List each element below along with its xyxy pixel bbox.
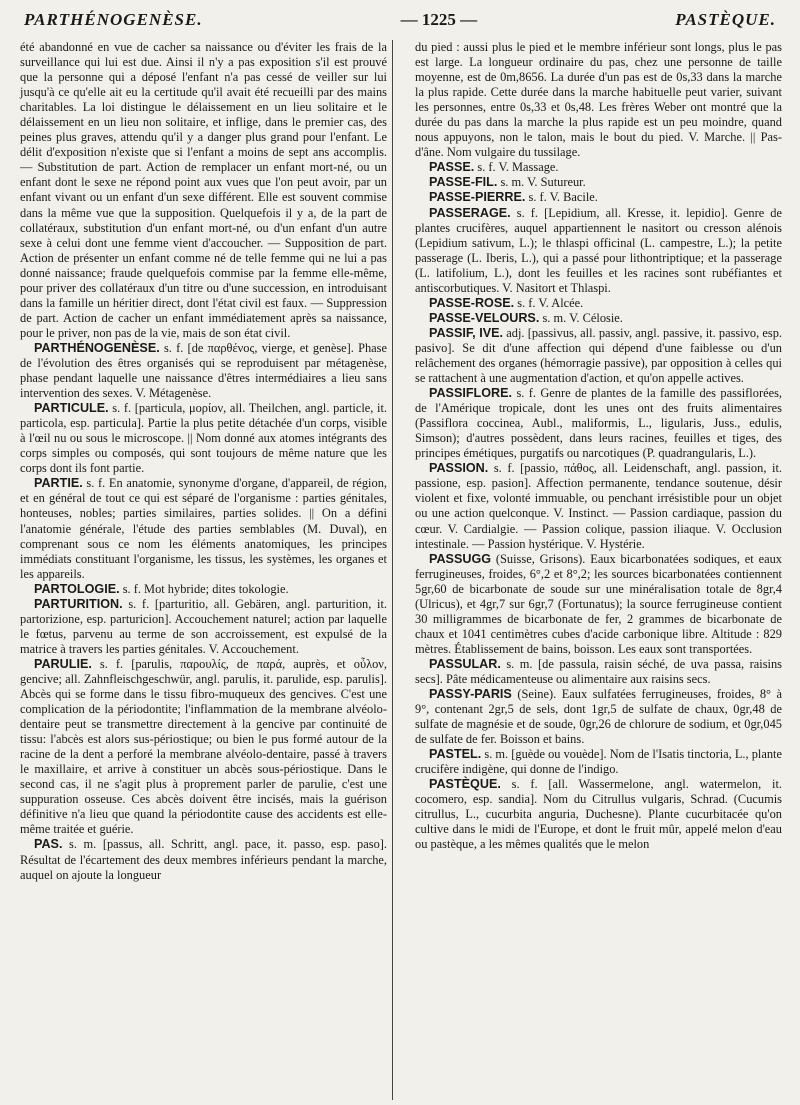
entry-headword: PARTHÉNOGENÈSE. [34,340,160,355]
entry-text: s. f. Mot hybride; dites tokologie. [122,581,289,596]
entry-text: s. m. [de passula, raisin séché, de uva passa, raisins secs]. Pâte médicamenteuse ou alimentaire aux raisins secs. [415,656,782,686]
entry-headword: PASSY-PARIS [429,687,512,702]
dictionary-entry [415,552,782,657]
dictionary-entry [20,341,387,401]
column-divider [392,40,393,1100]
entry-text: s. f. [particula, μορίον, all. Theilchen, angl. particle, it. particola, esp. particula]. Partie la plus petite détachée d'un corps, visible à l'œil nu ou sous le microscope. || Nom donné aux atomes intégrants des corps simples ou composés, qui sont toujours de même nature que les corps dont ils font partie. [20,401,387,476]
header-first-word: PARTHÉNOGENÈSE. [24,10,203,29]
dictionary-entry [415,296,782,311]
two-column-body [20,40,782,883]
entry-headword: PASSERAGE. [429,205,511,220]
entry-text: s. f. V. Massage. [477,160,559,175]
entry-text: s. m. [guède ou vouède]. Nom de l'Isatis tinctoria, L., plante crucifère indigène, qui donne de l'indigo. [415,747,782,777]
dictionary-entry [415,461,782,551]
entry-headword: PASSE-PIERRE. [429,190,526,205]
dictionary-entry [415,326,782,386]
entry-text: (Suisse, Grisons). Eaux bicarbonatées sodiques, et eaux ferrugineuses, froides, 6°,2 et 8°,2; les sources bicarbonatées contiennent 5gr,60 de bicarbonate de soude sur une minéralisation totale de 8gr,4 (Ulricus), et 4gr,7 sur 6gr,7 (Fortunatus); la source ferrugineuse contient 30 milligrammes de bicarbonate de fer, 2 grammes de bicarbonate de chaux et 1041 centimètres cubes d'acide carbonique libre. Altitude : 829 mètres. Établissement de bains, boisson. Les eaux sont transportées. [415,551,782,656]
entry-text: s. f. [de παρθένος, vierge, et genèse]. Phase de l'évolution des êtres organisés qui se reproduisent par métagenèse, phase pendant laquelle une naissance d'êtres intermédiaires a lieu sans intervention des sexes. V. Métagenèse. [20,340,387,401]
entry-headword: PASSIF, IVE. [429,325,504,340]
entry-headword: PARTURITION. [34,596,123,611]
entry-text: s. f. [Lepidium, all. Kresse, it. lepidio]. Genre de plantes crucifères, auquel appartiennent le nasitort ou cresson alénois (Lepidium sativum, L.); le thlaspi officinal (L. campestre, L.); la petite passerage (L. Iberis, L.), qui a passé pour lithontriptique; et la passerage (L. latifolium, L.), dont les feuilles et les racines sont rubéfiantes et antiscorbutiques. V. Nasitort et Thlaspi. [415,205,782,295]
entry-headword: PAS. [34,837,63,852]
left-column [20,40,387,883]
dictionary-entry [415,206,782,296]
entry-headword: PASSION. [429,461,489,476]
entry-text: s. f. V. Alcée. [517,295,584,310]
entry-text: été abandonné en vue de cacher sa naissance ou d'éviter les frais de la surveillance qui lui est due. Ainsi il n'y a pas exposition s'il est prouvé que la personne qui a déposé l'enfant n'a pas cessé de veiller sur lui jusqu'à ce qu'elle ait eu la certitude qu'il avait été recueilli par des mains charitables. La loi distingue le délaissement en un lieu solitaire et le délaissement en un lieu non solitaire, et inflige, dans le premier cas, des peines plus graves, attendu qu'il y a danger plus grand pour l'enfant. Le délit d'exposition n'existe que si l'enfant a moins de sept ans accomplis. — Substitution de part. Action de remplacer un enfant mort-né, ou un enfant dont le sexe ne répond point aux vues que l'on peut avoir, par un enfant vivant ou un enfant d'un sexe différent. Elle est souvent commise dans la même vue que la supposition. Quelquefois il y a, de la part de collatéraux, substitution d'un enfant mort-né, ou d'un enfant d'un autre sexe à celui dont une femme vient d'accoucher. — Supposition de part. Action de présenter un enfant comme né de telle femme qui ne lui a pas donné naissance; fraude quelquefois commise par la femme elle-même, pour priver des collatéraux d'un titre ou d'une succession, en introduisant dans la famille un héritier direct, dont l'état civil est faux. — Suppression de part. Action de cacher un enfant immédiatement après sa naissance, pour le priver, non pas de la vie, mais de son état civil. [20,40,387,340]
dictionary-entry [415,190,782,205]
entry-text: s. f. Genre de plantes de la famille des passiflorées, de l'Amérique tropicale, dont les unes ont des fruits alimentaires (Passiflora coccinea, Aubl., maliformis, L., ligularis, Juss., edulis, Simson); d'autres possèdent, dans leurs racines, feuilles et tiges, des principes émétiques, purgatifs ou narcotiques (P. quadrangularis, L.). [415,386,782,461]
dictionary-entry [415,386,782,461]
entry-headword: PASSE-FIL. [429,175,498,190]
entry-headword: PASSIFLORE. [429,386,513,401]
right-column [415,40,782,883]
dictionary-entry [415,657,782,687]
entry-text: s. f. En anatomie, synonyme d'organe, d'appareil, de région, et en général de tout ce qui est séparé de l'organisme : parties génitales, honteuses, nobles; parties similaires, parties solides. || On a défini l'anatomie générale, l'étude des parties semblables (M. Duval), en comprenant sous ce nom les éléments anatomiques, les principes immédiats constituant l'organisme, les tissus, les systèmes, les organes et les appareils. [20,476,387,581]
dictionary-entry [20,597,387,657]
entry-headword: PASTÈQUE. [429,777,501,792]
entry-text: (Seine). Eaux sulfatées ferrugineuses, froides, 8° à 9°, contenant 2gr,5 de sels, dont 1gr,5 de sulfate de chaux, 0gr,48 de sulfate de magnésie et de soude, 0gr,26 de chlorure de sodium, et 0gr,045 de sulfate de fer. Boisson et bains. [415,687,782,747]
entry-headword: PARTIE. [34,476,83,491]
dictionary-entry [415,175,782,190]
dictionary-entry [20,657,387,838]
entry-text: adj. [passivus, all. passiv, angl. passive, it. passivo, esp. pasivo]. Se dit d'une affection qui dépend d'une faiblesse ou d'un relâchement des organes (hémorragie passive), par opposition à celles qui se rattachent à une augmentation d'action, et qu'on appelle actives. [415,325,782,386]
entry-headword: PASSUGG [429,551,492,566]
entry-headword: PARTOLOGIE. [34,581,120,596]
entry-headword: PARULIE. [34,656,92,671]
page-number: — 1225 — [400,10,478,29]
entry-headword: PARTICULE. [34,401,109,416]
dictionary-entry [20,476,387,581]
dictionary-entry [415,687,782,747]
dictionary-entry [415,747,782,777]
entry-text: s. f. [passio, πάθος, all. Leidenschaft, angl. passion, it. passione, esp. pasion]. Affection permanente, tendance soutenue, désir violent et fixe, volonté immuable, ou penchant irrésistible pour un objet ou une action quelconque. V. Instinct. — Passion cardiaque, passion du cœur. V. Cardialgie. — Passion colique, passion iliaque. V. Occlusion intestinale. — Passion hystérique. V. Hystérie. [415,461,782,551]
entry-text: s. f. [parulis, παρουλίς, de παρά, auprès, et οὖλον, gencive; all. Zahnfleischgeschwür, angl. parulis, it. parulide, esp. parulis]. Abcès qui se forme dans le tissu fibro-muqueux des gencives. C'est une complication de la périodontite; l'inflammation de la membrane alvéolo-dentaire peut se transmettre directement à la gencive par continuité de tissu: l'abcès est alors sus-périostique; ou bien le pus formé autour de la racine de la dent a perforé la membrane alvéolo-dentaire, passé à travers le maxillaire, et arrive à constituer un abcès sous-périostique. Dans le second cas, il ne s'agit plus à proprement parler de parulie, c'est une suppuration osseuse. Ces abcès doivent être incisés, mais la guérison définitive n'a lieu que quand la périodontite cause des accidents est elle-même traitée et guérie. [20,656,387,837]
entry-text: s. f. [all. Wassermelone, angl. watermelon, it. cocomero, esp. sandia]. Nom du Citrullus vulgaris, Schrad. (Cucumis citrullus, L., cucurbita anguria, Duchesne). Plante cucurbitacée qu'on cultive dans le midi de l'Europe, et dont le fruit mûr, appelé melon d'eau ou pastèque, a les mêmes qualités que le melon [415,777,782,852]
entry-continuation [415,40,782,160]
dictionary-entry [20,837,387,882]
entry-continuation [20,40,387,341]
entry-text: s. m. [passus, all. Schritt, angl. pace, it. passo, esp. paso]. Résultat de l'écartement des deux membres inférieurs pendant la marche, auquel on ajoute la longueur [20,837,387,882]
entry-text: s. m. V. Célosie. [542,310,623,325]
dictionary-entry [415,160,782,175]
dictionary-entry [415,311,782,326]
entry-headword: PASSE. [429,160,475,175]
dictionary-entry [20,582,387,597]
entry-text: s. f. V. Bacile. [528,190,598,205]
running-header [24,10,776,36]
entry-text: s. f. [parturitio, all. Gebären, angl. parturition, it. partorizione, esp. parturicion]. Accouchement naturel; action par laquelle le fœtus, parvenu au terme de son accroissement, est expulsé de la matrice à travers les parties génitales. V. Accouchement. [20,596,387,656]
entry-text: du pied : aussi plus le pied et le membre inférieur sont longs, plus le pas est large. La longueur ordinaire du pas, chez une personne de taille moyenne, est de 0m,8656. La durée d'un pas est de 0s,33 dans la marche la plus rapide. Cette durée dans la marche habituelle peut varier, suivant les personnes, entre 0s,33 et 0s,48. Les frères Weber ont montré que la durée du pas dans la marche la plus rapide est un peu moindre, quand nous appuyons, non le talon, mais le bout du pied. V. Marche. || Pas-d'âne. Nom vulgaire du tussilage. [415,40,782,160]
dictionary-entry [20,401,387,476]
dictionary-entry [415,777,782,852]
entry-text: s. m. V. Sutureur. [500,175,586,190]
entry-headword: PASSE-VELOURS. [429,310,540,325]
entry-headword: PASSULAR. [429,656,501,671]
entry-headword: PASTEL. [429,747,482,762]
entry-headword: PASSE-ROSE. [429,295,515,310]
header-last-word: PASTÈQUE. [675,10,776,29]
